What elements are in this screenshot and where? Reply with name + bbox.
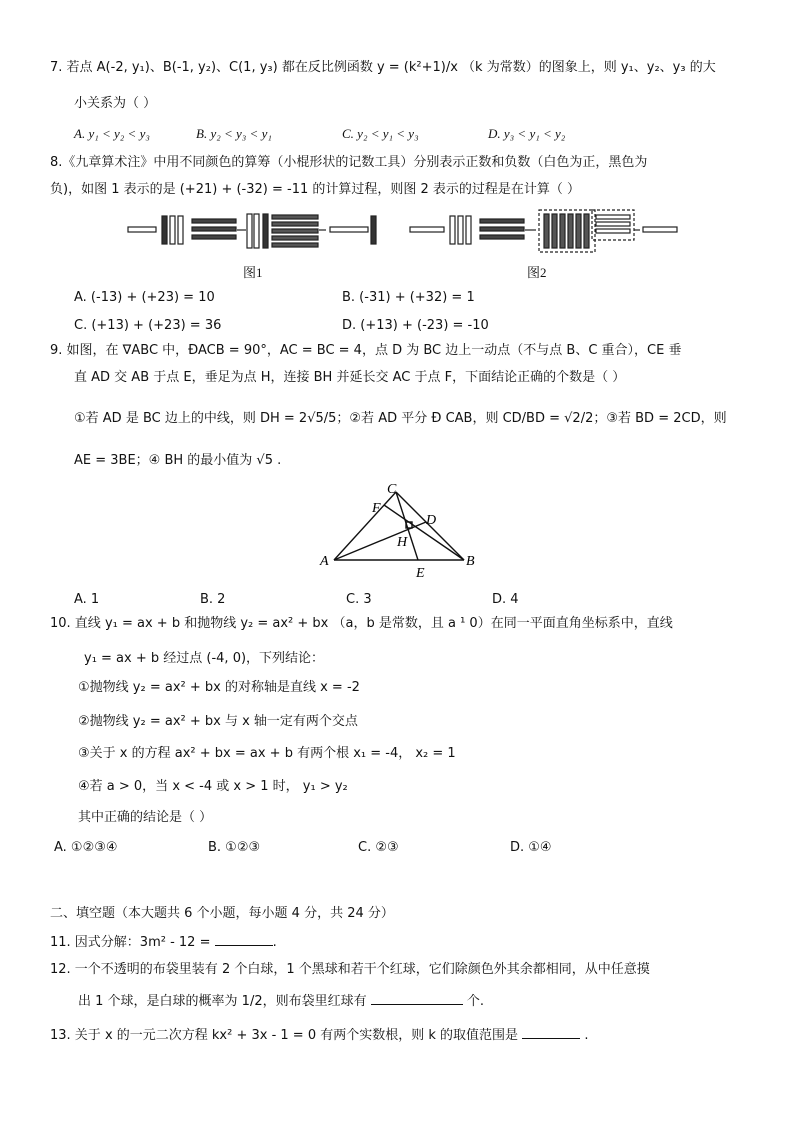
q9-option-a: A. 1 <box>74 592 100 607</box>
figure-2-caption: 图2 <box>527 265 547 280</box>
q13-question <box>50 1024 588 1046</box>
point-label-h: H <box>397 535 408 550</box>
q13-text: 13. 关于 x 的一元二次方程 kx² + 3x - 1 = 0 有两个实数根，则 k 的取值范围是 <box>50 1028 519 1043</box>
point-label-e: E <box>416 566 425 581</box>
q8-option-c: C. (+13) + (+23) = 36 <box>74 318 222 333</box>
q11-question: 11. 因式分解：3m² - 12 = . <box>50 931 277 953</box>
q9-option-c: C. 3 <box>346 592 372 607</box>
q12-answer-blank[interactable] <box>371 990 463 1005</box>
q10-prompt: 其中正确的结论是（ ） <box>78 810 213 825</box>
q12-line2 <box>78 990 484 1012</box>
q12-text: 出 1 个球，是白球的概率为 1/2，则布袋里红球有 <box>78 994 367 1009</box>
q12-suffix: 个. <box>466 994 485 1009</box>
q13-suffix: . <box>584 1028 589 1043</box>
q10-conclusion-2: ②抛物线 y₂ = ax² + bx 与 x 轴一定有两个交点 <box>78 714 358 729</box>
q13-answer-blank[interactable] <box>522 1024 580 1039</box>
q9-option-b: B. 2 <box>200 592 226 607</box>
q8-option-a: A. (-13) + (+23) = 10 <box>74 290 215 305</box>
q10-stem-line1: 10. 直线 y₁ = ax + b 和抛物线 y₂ = ax² + bx （a，b 是常数，且 a ¹ 0）在同一平面直角坐标系中，直线 <box>50 616 673 631</box>
q10-option-d: D. ①④ <box>510 840 552 855</box>
vertex-label-b: B <box>466 554 475 569</box>
point-label-d: D <box>426 513 437 528</box>
q8-stem-line1: 8.《九章算术注》中用不同颜色的算筹（小棍形状的记数工具）分别表示正数和负数（白色为正，黑色为 <box>50 155 648 170</box>
q9-stem-line1: 9. 如图，在 ∇ABC 中，ÐACB = 90°，AC = BC = 4，点 D 为 BC 边上一动点（不与点 B、C 重合），CE 垂 <box>50 343 682 358</box>
q10-stem-line2: y₁ = ax + b 经过点 (-4, 0)，下列结论： <box>84 651 325 666</box>
q8-option-b: B. (-31) + (+32) = 1 <box>342 290 475 305</box>
vertex-label-c: C <box>387 482 397 497</box>
triangle-figure <box>316 478 486 582</box>
q10-option-a: A. ①②③④ <box>54 840 118 855</box>
q8-option-d: D. (+13) + (-23) = -10 <box>342 318 489 333</box>
q7-option-b: B. y₂ < y₃ < y₁ <box>196 126 272 141</box>
q8-stem-line2: 负)，如图 1 表示的是 (+21) + (-32) = -11 的计算过程，则图 2 表示的过程是在计算（ ） <box>50 182 581 197</box>
q10-option-c: C. ②③ <box>358 840 399 855</box>
q9-stem-line2: 直 AD 交 AB 于点 E，垂足为点 H，连接 BH 并延长交 AC 于点 F，下面结论正确的个数是（ ） <box>74 370 626 385</box>
section-2-heading: 二、填空题（本大题共 6 个小题，每小题 4 分，共 24 分） <box>50 906 394 921</box>
figure-1-caption: 图1 <box>243 265 263 280</box>
q7-stem-line1: 7. 若点 A(-2, y₁)、B(-1, y₂)、C(1, y₃) 都在反比例函数 y = (k²+1)/x （k 为常数）的图象上，则 y₁、y₂、y₃ 的大 <box>50 60 716 75</box>
q7-option-c: C. y₂ < y₁ < y₃ <box>342 126 419 141</box>
q10-conclusion-3: ③关于 x 的方程 ax² + bx = ax + b 有两个根 x₁ = -4， x₂ = 1 <box>78 746 456 761</box>
q11-answer-blank[interactable] <box>215 931 273 946</box>
counting-rods-figure-2 <box>408 206 680 256</box>
q7-option-a: A. y₁ < y₂ < y₃ <box>74 126 150 141</box>
q10-conclusion-1: ①抛物线 y₂ = ax² + bx 的对称轴是直线 x = -2 <box>78 680 360 695</box>
q9-statements-line1: ①若 AD 是 BC 边上的中线，则 DH = 2√5/5；②若 AD 平分 Ð CAB，则 CD/BD = √2/2；③若 BD = 2CD，则 <box>74 411 727 426</box>
vertex-label-a: A <box>320 554 329 569</box>
counting-rods-figure-1 <box>120 206 380 256</box>
q12-line1: 12. 一个不透明的布袋里装有 2 个白球，1 个黑球和若干个红球，它们除颜色外其余都相同，从中任意摸 <box>50 962 650 977</box>
q10-option-b: B. ①②③ <box>208 840 261 855</box>
q10-conclusion-4: ④若 a > 0，当 x < -4 或 x > 1 时， y₁ > y₂ <box>78 779 348 794</box>
q9-statements-line2: AE = 3BE；④ BH 的最小值为 √5 . <box>74 453 282 468</box>
point-label-f: F <box>372 501 381 516</box>
q7-stem-line2: 小关系为（ ） <box>74 96 157 111</box>
q9-option-d: D. 4 <box>492 592 519 607</box>
q7-option-d: D. y₃ < y₁ < y₂ <box>488 126 566 141</box>
q11-text: 11. 因式分解：3m² - 12 = <box>50 935 211 950</box>
